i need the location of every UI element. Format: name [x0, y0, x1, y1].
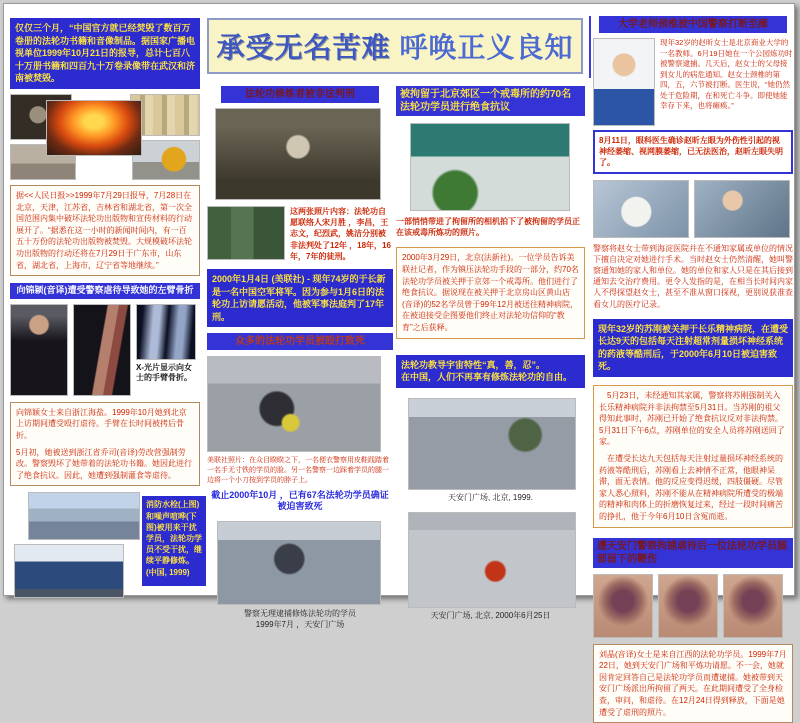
- su-gang-story-p2: 在遭受长达九天包括每天注射过量损坏神经系统的药液等酷刑后，苏刚看上去神情不正常，他眼神呆滞，面无表情。他的反应变得迟缓，四肢僵硬。尽管家人悉心照料，苏刚不能从在精神病院所遭受的极端的精神和肉体上的折磨恢复过来，经过一段时间痛苦的挣扎，他于今年6月10日含冤而逝。: [599, 454, 783, 521]
- xray-caption: X-光片显示向女士的手臂骨折。: [136, 362, 192, 383]
- xiang-story-box: [10, 402, 200, 487]
- illegal-sentencing-header: 法轮功修炼者被非法判刑: [221, 86, 379, 103]
- hunger-strike-header: 被拘留于北京郊区一个戒毒所的约70名法轮功学员进行绝食抗议: [396, 86, 585, 116]
- whip-scars-header: 遭天安门警察拘捕虐待后一位法轮功学员腿部留下的鞭伤: [593, 538, 793, 568]
- people-daily-report-box: 据<<人民日报>>1999年7月29日报导，7月28日在北京，天津，江苏省，吉林省和湖北省，第一次全国范围内集中破坏法轮功出版物和宣传材料的行动展开了。“据悉在这一小时的新闻时间内，有一百五十万份的法轮功出版物被焚毁。大规模破坏法轮功出版物的行动还将在7月29日于广东市，山东省，湖北省，上海市，辽宁省等地继续。”: [10, 185, 200, 276]
- leg-bruise-photo-3: [723, 574, 783, 638]
- column-teacher-paralyzed: [593, 16, 793, 723]
- beaten-to-death-header: 众多的法轮功学员被殴打致死: [207, 333, 393, 350]
- truth-compassion-box: [396, 355, 585, 388]
- detained-practitioners-photo: [410, 123, 570, 211]
- tiananmen-ground-photo: [408, 512, 576, 608]
- zhao-row: [593, 38, 793, 126]
- tiananmen-struggle-photo: [408, 398, 576, 490]
- poster-title-part2: 呼唤正义良知: [399, 32, 574, 63]
- fire-hydrant-note-box: 消防水栓(上图)和噪声喧哗(下图)被用来干扰学员，法轮功学员不受干扰，继续平静修炼。 (中国, 1999): [142, 496, 206, 586]
- afp-report-box: 2000年3月29日，北京(法新社)。一位学员告诉美联社记者，作为镇压法轮功手段的一部分，约70名法轮功学员被关押于京郊一个戒毒所。他们进行了绝食抗议。据说现在被关押于北京房山区黄山店(音译)的52名学员曾于99年12月被送往精神病院，在被迫接受企图要他们终止对法轮功信仰的“教育”之后获释。: [396, 247, 585, 338]
- hidden-camera-caption: 一部悄悄带进了拘留所的相机拍下了被拘留的学员正在该戒毒所炼功的照片。: [396, 217, 580, 238]
- teacher-paralyzed-header: 大学老师颈椎被中国警察打断至瘫: [599, 16, 787, 33]
- eye-diagnosis-box: 8月11日，眼科医生确诊赵昕左眼为外伤性引起的视神经萎缩、视网膜萎缩，已无法医治，赵昕左眼失明了。: [593, 130, 793, 174]
- poster-title-box: [207, 18, 583, 74]
- su-gang-story-p1: 5月23日，未经通知其家属，警察将苏刚强制关入长乐精神病院并非法拘禁至5月31日。当苏刚的祖父得知此事时，苏刚已开始了绝食抗议反对非法拘禁。5月31日下午6点，苏刚单位的安全人员将苏刚送回了家。: [599, 391, 785, 447]
- book-burning-intro-box: 仅仅三个月，“中国官方就已经焚毁了数百万卷册的法轮功书籍和音像制品。据国家广播电视单位1999年10月21日的报导，总计七百八十万册书籍和四百九十万卷录像带在武汉和济南被焚毁。: [10, 18, 200, 89]
- arrest-caption-line1: 警察无理逮捕修炼法轮功的学员: [244, 609, 356, 619]
- xiang-story-p1: 向锦颖女士来自浙江海盐。1999年10月她到北京上访期间遭受殴打虐待。手臂在长时间被拷后骨折。: [16, 407, 187, 440]
- interference-collage: [10, 492, 200, 604]
- xiang-abuse-header: 向锦颖(音译)遭受警察虐待导致她的左臂骨折: [10, 283, 200, 299]
- column-hunger-strike: [396, 86, 585, 621]
- title-divider-line: [589, 16, 591, 78]
- poster-title-part1: 承受无名苦难: [216, 32, 391, 63]
- truth-box-line1: 法轮功教导宇宙特性“真，善，忍”。: [401, 359, 546, 370]
- bulldozer-crushing-photo: [132, 140, 200, 180]
- general-yu-box: 2000年1月4日 (美联社) - 现年74岁的于长新是一名中国空军将军。因为参与1月6日的法轮功上访请愿活动，他被军事法庭判了17年刑。: [207, 269, 393, 327]
- bruised-arm-photo: [73, 304, 131, 396]
- police-truck-photo: [14, 544, 124, 598]
- burning-books-fire-photo: [46, 100, 142, 156]
- hospital-surgery-photo: [694, 180, 790, 238]
- column-illegal-sentencing: [207, 86, 393, 631]
- xray-photo: [136, 304, 196, 360]
- hospital-bed-photo: [593, 180, 689, 238]
- street-beating-photo: [207, 356, 381, 452]
- arrest-caption: [207, 609, 393, 631]
- book-burning-collage: [10, 94, 200, 180]
- xiang-portrait-photo: [10, 304, 68, 396]
- death-toll-line: 截止2000年10月 ，已有67名法轮功学员确证被迫害致死: [211, 489, 389, 512]
- leg-bruise-photo-2: [658, 574, 718, 638]
- liu-jing-story-box: 刘晶(音译)女士是来自江西的法轮功学员。1999年7月22日，她到天安门广场和平炼功请愿。不一会，她就因肯定回答自己是法轮功学员而遭逮捕。她被带到天安门广场派出所拘留了两天。在此期间遭受了全身检查，审问，和虐待。在12月24日得到释放，下面是她遭受了虐刑的照片。: [593, 644, 793, 723]
- tiananmen-caption-1999: 天安门广场, 北京, 1999.: [448, 492, 533, 502]
- zhao-xin-portrait-photo: [593, 38, 655, 126]
- column-book-burning: [10, 18, 200, 604]
- courtroom-tv-photo: [215, 108, 381, 200]
- hospital-story-text: 警察将赵女士带到海淀医院并在不通知家属或单位的情况下擅自决定对她进行手术。当时赵女士仍然清醒，她叫警察通知她的家人和单位。她的单位和家人只是在其后接到通知去交治疗费用。更令人发指的是，在相当长时间内家人不得探望赵女士，甚至不准从窗口探视，更别说获准查看女儿的医疗记录。: [593, 243, 793, 309]
- poster: [3, 3, 795, 717]
- su-gang-story-box: [593, 385, 793, 528]
- street-practice-photo: [28, 492, 140, 540]
- truth-box-line2: 在中国，人们不再享有修炼法轮功的自由。: [401, 372, 573, 383]
- ap-photo-caption: 美联社照片：在众目睽睽之下，一名便衣警察用皮鞋践踏着一名手无寸铁的学员的脸。另一名警察一边踩着学员的腿一边将一个小刀按到学员的脖子上。: [207, 457, 389, 484]
- leg-photos-row: [593, 574, 793, 638]
- arrest-caption-line2: 1999年7月 ，天安门广场: [255, 619, 345, 629]
- tiananmen-arrest-photo: [217, 521, 381, 605]
- defendants-caption: 这两张照片内容：法轮功自愿联络人宋月胜 ，李昌，王志文，纪烈武，姚洁分别被非法判处了12年 ，18年，16年，7年的徒刑。: [290, 207, 391, 261]
- leg-bruise-photo-1: [593, 574, 653, 638]
- xray-cell: [136, 304, 198, 396]
- zhao-story-text: 现年32岁的赵昕女士是北京商业大学的一名教师。6月19日她在一个公园炼功时被警察逮捕。几天后，赵女士的父母接到女儿的病危通知。赵女士颈椎的第四，五，六节被打断。医生说，“她仍然处于危险期，在和死亡斗争。即使她能幸存下来，也将瘫痪。”: [660, 38, 793, 110]
- tiananmen-caption-2000: 天安门广场, 北京, 2000年6月25日: [430, 610, 551, 620]
- su-gang-box: 现年32岁的苏刚被关押于长乐精神病院，在遭受长达9天的包括每天注射超常剂量损坏神经系统的药液等酷刑后，于2000年6月10日被迫害致死。: [593, 319, 793, 377]
- defendants-row: [207, 206, 393, 262]
- xiang-photos-row: [10, 304, 200, 396]
- hospital-photos-row: [593, 180, 793, 238]
- xiang-story-p2: 5月初，她被送到浙江省乔司(音译)劳改营强制劳改。警察毁坏了她带着的法轮功书籍。她因此进行了绝食抗议。因此，她遭到强制灌食等虐待。: [16, 447, 192, 480]
- defendants-photo: [207, 206, 285, 260]
